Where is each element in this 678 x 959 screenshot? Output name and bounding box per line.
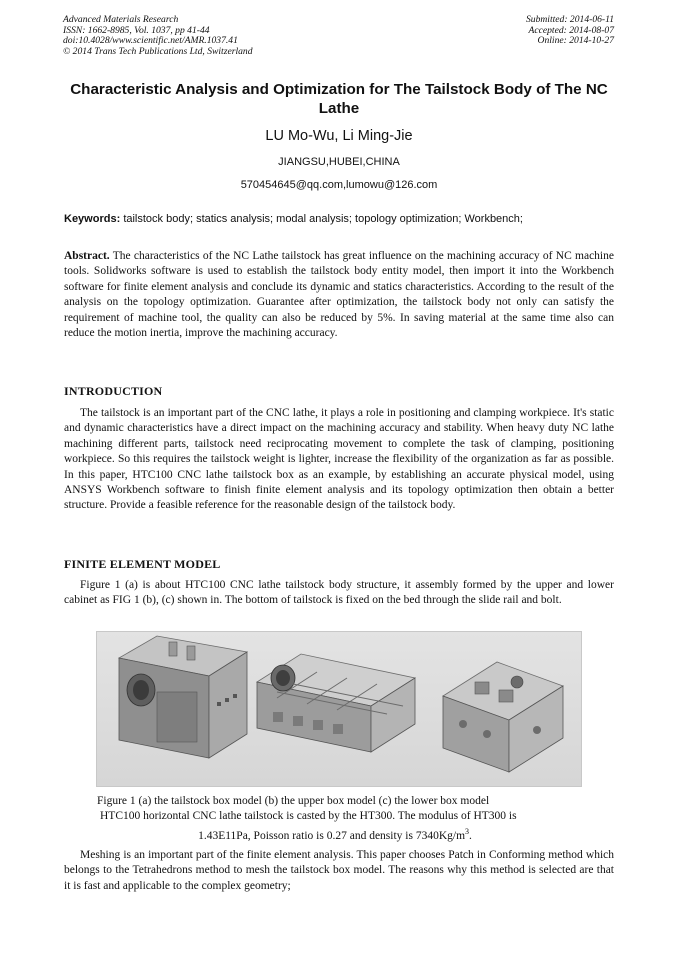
lower-box-model [443, 662, 563, 772]
caption-line-3-end: . [469, 829, 472, 842]
introduction-text: The tailstock is an important part of the CNC lathe, it plays a role in positioning and clamping workpiece. It's static and dynamic characteristics have a direct impact on the machining accuracy and stability. When heavy duty NC lathe machining different parts, tailstock need reciprocating movement to complete the task of clamping, positioning workpiece. So this requires the tailstock weight is lighter, increase the flexibility of the organization as far as possible. In this paper, HTC100 CNC lathe tailstock box as an example, by establishing an accurate physical model, using ANSYS Workbench software to finish finite element analysis and its topology optimization then obtain a better structure. Provide a feasible reference for the reasonable design of the tailstock body. [64, 407, 614, 512]
figure-1-illustration [97, 632, 581, 786]
journal-name: Advanced Materials Research [63, 14, 179, 25]
issn-line: ISSN: 1662-8985, Vol. 1037, pp 41-44 [63, 24, 210, 36]
paper-title: Characteristic Analysis and Optimization for The Tailstock Body of The NC Lathe [70, 81, 608, 117]
section-heading-introduction: INTRODUCTION [64, 384, 163, 398]
caption-superscript: 3 [465, 827, 470, 836]
dates-header [526, 15, 614, 47]
online-date: Online: 2014-10-27 [537, 35, 614, 47]
meshing-text: Meshing is an important part of the finite element analysis. This paper chooses Patch in Conforming method which belongs to the Tetrahedrons method to mesh the tailstock box model. The reasons why this method is selected are that it is fast and applicable to the complex geometry; [64, 849, 614, 892]
upper-box-model [257, 654, 415, 752]
authors: LU Mo-Wu, Li Ming-Jie [265, 128, 413, 144]
abstract-text: The characteristics of the NC Lathe tailstock has great influence on the machining accuracy of NC machine tools. Solidworks software is used to establish the tailstock body entity model, then import it into the Workbench software for finite element analysis and conclude its dynamic and statics characteristics. According to the result of the analysis on the topology optimization. Guarantee after optimization, the tailstock body not only can satisfy the requirement of machine tool, the quality can also be reduced by 5%. In saving material at the same time also can reduce the motion inertia, improve the machining accuracy. [64, 250, 614, 340]
section-heading-fem: FINITE ELEMENT MODEL [64, 557, 221, 571]
abstract [64, 249, 614, 341]
caption-line-1: Figure 1 (a) the tailstock box model (b) the upper box model (c) the lower box model [97, 795, 490, 807]
keywords-text: tailstock body; statics analysis; modal analysis; topology optimization; Workbench; [123, 213, 523, 225]
accepted-date: Accepted: 2014-08-07 [528, 24, 614, 36]
doi-line[interactable]: doi:10.4028/www.scientific.net/AMR.1037.41 [63, 35, 238, 47]
author-emails[interactable]: 570454645@qq.com,lumowu@126.com [240, 179, 438, 191]
copyright-line: © 2014 Trans Tech Publications Ltd, Switzerland [63, 45, 253, 57]
keywords [64, 213, 616, 225]
journal-header [63, 15, 253, 57]
figure-1-caption [96, 794, 596, 844]
keywords-label: Keywords: [64, 213, 121, 225]
caption-line-3 [175, 824, 495, 844]
caption-line-2: HTC100 horizontal CNC lathe tailstock is casted by the HT300. The modulus of HT300 is [100, 810, 517, 822]
tailstock-box-model [119, 636, 247, 758]
submitted-date: Submitted: 2014-06-11 [525, 14, 614, 25]
fem-text: Figure 1 (a) is about HTC100 CNC lathe tailstock body structure, it assembly formed by the upper and lower cabinet as FIG 1 (b), (c) shown in. The bottom of tailstock is fixed on the bed through the slide rail and bolt. [64, 579, 614, 607]
caption-line-3-text: 1.43E11Pa, Poisson ratio is 0.27 and density is 7340Kg/m [198, 829, 466, 842]
figure-1-tailstock-models [96, 631, 582, 787]
affiliation: JIANGSU,HUBEI,CHINA [278, 156, 400, 168]
abstract-label: Abstract. [64, 250, 110, 262]
